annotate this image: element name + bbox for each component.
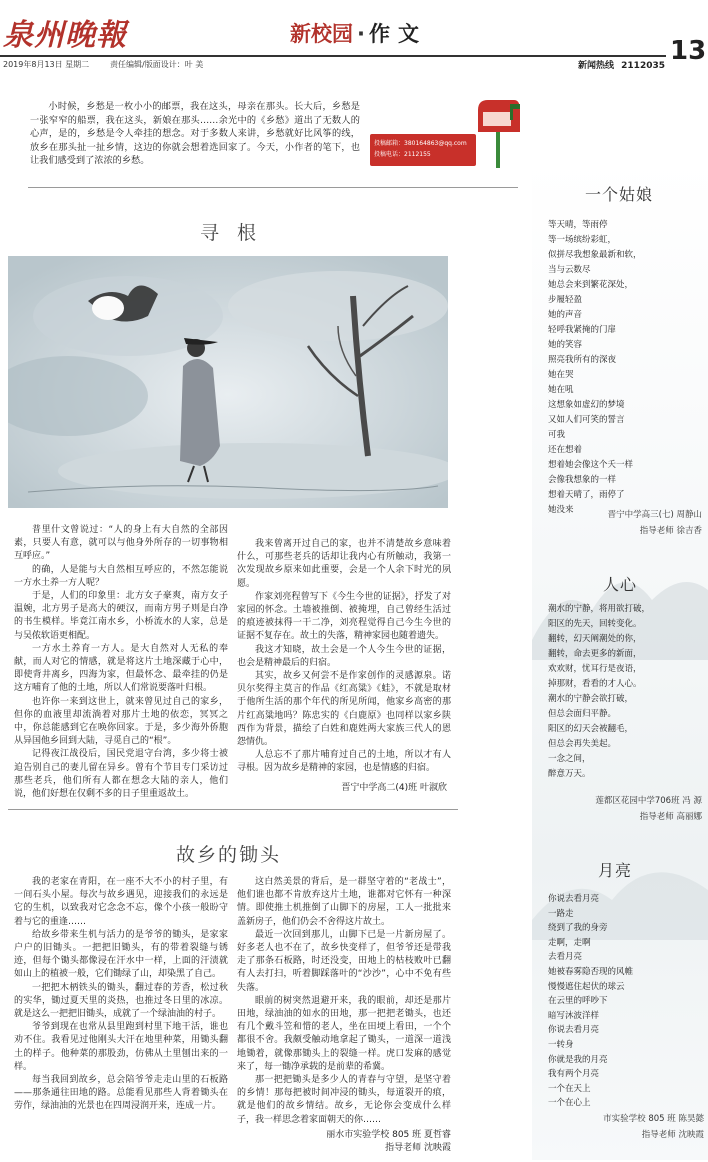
poem-line: 等天晴，等雨停 — [548, 220, 608, 230]
poem-line: 潮水的宁静会欲打破， — [548, 694, 634, 704]
mail-phone: 投稿电话：2112155 — [374, 151, 431, 158]
poem-line: 可我 — [548, 430, 566, 440]
poem-line: 似拼尽我想象最新和软， — [548, 250, 642, 260]
poem2-title: 人心 — [603, 575, 638, 594]
article1-paragraph: 普里什文曾说过：“人的身上有大自然的全部因素，只要人有意，就可以与他身外所存的一切事物相互呼应。” — [14, 525, 228, 562]
article1-col2 — [237, 538, 451, 795]
poem-line: 掉那财，看看的才人心。 — [548, 679, 642, 689]
article2-paragraph: 给故乡带来生机与活力的是爷爷的锄头，是家家户户的旧锄头。一把把旧锄头，有的带着裂缝与锈迹，但每个锄头都像浸在汗水中一样，上面的汗渍就如山上的植被一般，它们锄绿了山，却染黑了自己。 — [14, 929, 228, 980]
poem-line: 想着天晴了，雨停了 — [548, 490, 625, 500]
article1-paragraph: 我来曾离开过自己的家，也并不清楚故乡意味着什么，可那些老兵的话却让我内心有所触动，我第一次发现故乡原来如此重要，会是一个人余下时光的夙愿。 — [237, 539, 451, 589]
mailbox-icon — [474, 98, 522, 168]
poem-line: 暗写沐波洋样 — [548, 1010, 600, 1021]
poem-line: 你就是我的月亮 — [548, 1054, 608, 1065]
poem-line: 欢欢财，忧耳行是夜语， — [548, 664, 642, 674]
poem1-title: 一个姑娘 — [585, 185, 654, 204]
header-rule — [0, 55, 666, 57]
masthead — [0, 0, 708, 70]
poem-line: 去看月亮 — [548, 952, 583, 963]
ink-painting-illustration — [8, 256, 448, 508]
poem-line: 翻转，命去更多的新面， — [548, 649, 642, 659]
article1-paragraph: 我这才知晓，故土会是一个人今生今世的证据，也会是精神最后的归宿。 — [237, 644, 451, 668]
page-number: 13 — [670, 36, 707, 66]
poem1-byline: 晋宁中学高三(七) 周静山 — [607, 510, 702, 520]
poem-line: 翻转，幻天阐潮处的你， — [548, 634, 642, 644]
poem-line: 阳区的先天，回转变化。 — [548, 619, 642, 629]
poem-line: 你说去看月亮 — [548, 1025, 600, 1036]
intro-divider — [28, 187, 518, 188]
intro-text — [30, 100, 360, 168]
intro-box — [0, 90, 520, 190]
poem-line: 一路走 — [548, 908, 574, 919]
poem2-byline: 莲都区花园中学706班 冯 源 — [595, 796, 702, 806]
poem-line: 一转身 — [548, 1039, 574, 1050]
article2-title: 故乡的锄头 — [176, 844, 282, 866]
intro-paragraph: 小时候，乡愁是一枚小小的邮票，我在这头，母亲在那头。长大后，乡愁是一张窄窄的船票，我在这头，新娘在那头……余光中的《乡愁》道出了无数人的心声，是的，乡愁是令人牵挂的想念。对于多数人来讲，乡愁就好比风筝的线，放乡在那头扯一扯乡情，这边的你就会想着选回家了。今天，小作者的笔下，也让我们感受到了浓浓的乡愁。 — [30, 101, 360, 167]
poem-line: 在云里的呼吵下 — [548, 996, 608, 1007]
poem-line: 一个在天上 — [548, 1083, 591, 1094]
article1-title: 寻 根 — [200, 222, 263, 244]
poem-line: 我有两个月亮 — [548, 1069, 600, 1080]
section-title: 新校园 · 作文 — [290, 21, 427, 46]
hotline-number: 2112035 — [621, 61, 665, 71]
article1-paragraph: 人总忘不了那片哺育过自己的土地，所以才有人寻根。因为故乡是精神的家园，也是情感的归宿。 — [237, 750, 451, 774]
poem-line: 照亮我所有的深夜 — [548, 355, 617, 365]
poem-line: 潮水的宁静，将用欲打破， — [548, 604, 651, 614]
poem-line: 一个在心上 — [548, 1098, 591, 1109]
poem1-teacher: 指导老师 徐吉香 — [639, 526, 702, 536]
poem1-body — [548, 218, 706, 518]
poem-line: 一念之间， — [548, 754, 591, 764]
hotline-label: 新闻热线 — [578, 61, 615, 71]
article1-paragraph: 也许你一来到这世上，就来曾见过自己的家乡，但你的血液里却流淌着对那片土地的依恋，冥冥之中，你总能感到它在唤你回家。于是，多少海外侨胞从异国他乡回到大陆，寻觅自己的“根”。 — [14, 696, 228, 747]
column-name: 作文 — [368, 21, 427, 46]
poem-line: 她的笑容 — [548, 340, 583, 350]
section-name: 新校园 — [290, 22, 353, 46]
poem-line: 她没来 — [548, 505, 574, 515]
article1-paragraph: 一方水土养育一方人。是大自然对人无私的奉献，而人对它的情感，就是将这片土地深藏于心中，即使背井离乡，四海为家，但最怀念、最牵挂的仍是这方哺育了他的土地，所以人们常说要落叶归根。 — [14, 643, 228, 694]
poem-line: 想着她会像这个夭一样 — [548, 460, 634, 470]
news-hotline — [578, 58, 665, 71]
article2-teacher: 指导老师 沈映霞 — [385, 1143, 451, 1154]
article1-paragraph: 作家刘亮程曾写下《今生今世的证据》，抒发了对家园的怀念。土墙被推倒、被掩埋，自己曾经生活过的痕迹被抹得一干二净，刘亮程觉得自己今生今世的证据不复存在。故土的失落，精神家园也随着遗失。 — [237, 591, 451, 642]
article2-paragraph: 眼前的树突然退避开来，我的眼前，却还是那片田地，绿油油的如水的田地，那一把把老锄头，也还有几个戴斗笠和惜的老人，坐在田埂上看田，一个个都很不舍。我颇受触动地拿起了锄头，一道深一道浅地锄着，就像那锄头上的裂缝一样。虎口发麻的感觉来了，每一锄净承载的是前辈的希冀。 — [237, 995, 451, 1072]
poem-line: 但总会面归平静。 — [548, 709, 617, 719]
poem-line: 又如人们可笑的誓言 — [548, 415, 625, 425]
mail-info-box — [370, 134, 476, 166]
poem-line: 轻呼我紧掩的门扉 — [548, 325, 617, 335]
poem3-byline: 市实验学校 805 班 陈昊懿 — [603, 1114, 704, 1124]
poem3-title: 月亮 — [598, 861, 633, 880]
article1-byline: 晋宁中学高二(4)班 叶淑欣 — [341, 782, 447, 793]
poem2-teacher: 指导老师 高丽娜 — [639, 812, 702, 822]
article1-paragraph: 记得夜江战役后，国民党退守台湾，多少将士被迫告别自己的妻儿留在异乡。曾有个节目专门采访过那些老兵，他们所有人都在想念大陆的亲人，他们说，他们好想在仅剩不多的日子里重返故土。 — [14, 749, 228, 800]
article2-col2 — [237, 876, 451, 1155]
poem-line: 绕到了我的身旁 — [548, 923, 608, 934]
poem-line: 阳区的幻天会被翻毛， — [548, 724, 634, 734]
article1-paragraph: 其实，故乡又何尝不是作家创作的灵感源泉。诺贝尔奖得主莫言的作品《红高粱》《蛙》，不就是取材于他所生活的那个年代的所见所闻，他家乡高密的那片红高粱地吗？陈忠实的《白鹿原》也同样以家乡陕西作为背景，描绘了白姓和鹿姓两大家族三代人的恩怨情仇。 — [237, 671, 451, 748]
article2-byline: 丽水市实验学校 805 班 夏哲睿 — [326, 1129, 451, 1140]
article2-paragraph: 那一把把锄头是多少人的青春与守望，是坚守着的乡情！那每把被时间冲浸的锄头，每道裂开的痕，就是他们的故乡情结。故乡，无论你会变成什么样子，我一样思念着家面朝天的你…… — [237, 1075, 451, 1125]
editor-credits: 责任编辑/版面设计：叶 美 — [110, 60, 204, 69]
poem-line: 还在想着 — [548, 445, 583, 455]
article2-paragraph: 每当我回到故乡，总会陪爷爷走走山里的石板路——那条通往田地的路。总能看见那些人背着锄头在劳作，绿油油的光景也在四周浸润开来，连成一片。 — [14, 1075, 228, 1112]
poem-line: 慢慢遮住起伏的球云 — [548, 981, 625, 992]
article2-paragraph: 爷爷到现在也常从县里跑到村里下地干活，谁也劝不住。我看见过他刚头大汗在地里种菜，用锄头翻土的样子。他种菜的那股劲，仿佛从土里刨出来的一样。 — [14, 1022, 228, 1072]
article-divider — [8, 809, 458, 810]
poem-line: 但总会再失美起。 — [548, 739, 617, 749]
poem-line: 步履轻盈 — [548, 295, 583, 305]
poem-line: 当与云数尽 — [548, 265, 591, 275]
poem3-teacher: 指导老师 沈映霞 — [641, 1130, 704, 1140]
poem-line: 她在吼 — [548, 385, 574, 395]
article1-paragraph: 的确，人是能与大自然相互呼应的，不然怎能说一方水土养一方人呢？ — [14, 564, 228, 588]
article2-paragraph: 一把把木柄铁头的锄头，翻过春的芳香，松过秋的实华，锄过夏天里的炎热，也推过冬日里的冰凉。就是这么一把把旧锄头，成就了一个绿油油的村子。 — [14, 982, 228, 1020]
article2-paragraph: 这白然美景的背后，是一群坚守着的“老战士”，他们谁也都不肯放弃这片土地，谁都对它怀有一种深情。即使推土机推倒了山脚下的房屋，工人一批批来盖新房子，他们仍会不舍得这片故土。 — [237, 877, 451, 927]
poem-line: 你说去看月亮 — [548, 894, 600, 904]
poem-line: 她总会来到繁花深处， — [548, 280, 634, 290]
poem-line: 走啊，走啊 — [548, 937, 591, 948]
poem-line: 醉意万天。 — [548, 769, 591, 779]
poem-line: 这想象如虚幻的梦境 — [548, 400, 625, 410]
poem-line: 她被春雾隐否现的风帷 — [548, 966, 634, 977]
poem2-body — [548, 602, 706, 782]
newspaper-logo: 泉州晚報 — [3, 18, 127, 53]
issue-date: 2019年8月13日 星期二 — [3, 60, 90, 69]
article2-paragraph: 最近一次回到那儿，山脚下已是一片新房屋了。好多老人也不在了，故乡快变样了，但爷爷还是带我走了那条石板路，时还没变，田地上的枯枝败叶已翻有人去打扫，听着脚踩落叶的“沙沙”，心中不免有些失落。 — [237, 929, 451, 993]
article2-col1 — [14, 876, 228, 1114]
poem-line: 她在哭 — [548, 370, 574, 380]
article1-col1 — [14, 524, 228, 801]
poem3-body — [548, 892, 706, 1111]
mail-email: 投稿邮箱：380164863@qq.com — [374, 140, 467, 147]
article2-paragraph: 我的老家在青阳，在一座不大不小的村子里，有一间石头小屋。每次与故乡遇见，迎接我们的永远是它的生机，以致我对它念念不忘，像个小孩一般盼守着与它的重逢…… — [14, 877, 228, 927]
poem-line: 会像我想象的一样 — [548, 475, 617, 485]
poem-line: 她的声音 — [548, 310, 583, 320]
poem-line: 等一场缤纷彩虹， — [548, 235, 617, 245]
article1-paragraph: 于是，人们的印象里：北方女子豪爽，南方女子温婉，北方男子是高大的硬汉，而南方男子则是白净的书生模样。毕竟江南水乡，小桥流水的人家，总是与吴侬软语更相配。 — [14, 591, 228, 641]
